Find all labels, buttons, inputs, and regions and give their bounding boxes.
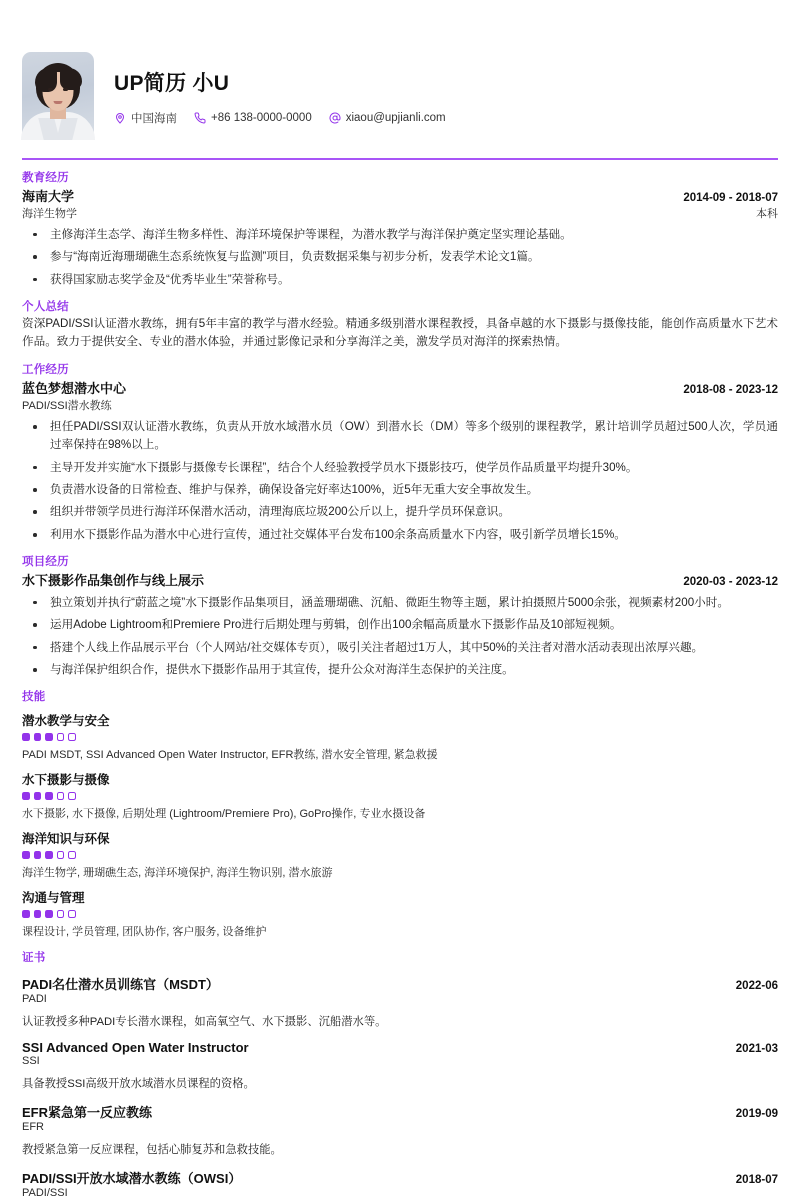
skill-dot-filled (34, 733, 42, 741)
skill-dot-filled (22, 792, 30, 800)
skill-item (22, 888, 778, 940)
certificate-issuer: SSI (22, 1055, 40, 1068)
certificate-date: 2019-09 (735, 1108, 778, 1121)
contact-email (329, 112, 446, 124)
work-role: PADI/SSI潜水教练 (22, 400, 112, 413)
certificate-item (22, 974, 778, 1031)
list-item: 组织并带领学员进行海洋环保潜水活动，清理海底垃圾200公斤以上，提升学员环保意识。 (22, 503, 778, 521)
contact-list (114, 110, 463, 126)
skill-name: 沟通与管理 (22, 891, 85, 906)
list-item: 担任PADI/SSI双认证潜水教练，负责从开放水域潜水员（OW）到潜水长（DM）等多个级别的课程教学，累计培训学员超过500人次，学员通过率保持在98%以上。 (22, 418, 778, 454)
education-bullets (22, 226, 778, 289)
skill-description: 水下摄影, 水下摄像, 后期处理 (Lightroom/Premiere Pro), GoPro操作, 专业水摄设备 (22, 807, 426, 820)
certificate-description: 认证教授多种PADI专长潜水课程，如高氧空气、水下摄影、沉船潜水等。 (22, 1016, 387, 1029)
certificate-description: 教授紧急第一反应课程，包括心肺复苏和急救技能。 (22, 1144, 282, 1157)
skill-dot-empty (68, 910, 76, 918)
section-title-education: 教育经历 (22, 171, 69, 184)
contact-email-text: xiaou@upjianli.com (345, 111, 446, 124)
candidate-name: UP简历 小U (114, 71, 230, 95)
certificate-date: 2018-07 (735, 1174, 778, 1187)
skill-dot-filled (34, 792, 42, 800)
education-degree: 本科 (756, 207, 778, 220)
skill-level-dots (22, 851, 778, 859)
skill-dot-filled (45, 910, 53, 918)
certificate-title: PADI名仕潜水员训练官（MSDT） (22, 977, 219, 993)
skill-dot-filled (34, 851, 42, 859)
section-title-summary: 个人总结 (22, 300, 69, 313)
certificate-issuer: PADI/SSI (22, 1187, 68, 1199)
section-skills (22, 688, 778, 940)
resume-header (22, 0, 778, 152)
skill-dot-empty (57, 910, 65, 918)
phone-icon (194, 112, 206, 124)
profile-photo (22, 52, 94, 140)
skill-dot-empty (57, 733, 65, 741)
skill-dot-empty (68, 792, 76, 800)
contact-phone-text: +86 138-0000-0000 (211, 111, 312, 124)
skill-dot-empty (68, 733, 76, 741)
skill-description: 海洋生物学, 珊瑚礁生态, 海洋环境保护, 海洋生物识别, 潜水旅游 (22, 866, 333, 879)
skill-dot-filled (22, 910, 30, 918)
list-item: 运用Adobe Lightroom和Premiere Pro进行后期处理与剪辑，创作出100余幅高质量水下摄影作品及10部短视频。 (22, 616, 778, 634)
skill-dot-filled (45, 851, 53, 859)
contact-location-text: 中国海南 (131, 112, 177, 125)
section-work (22, 361, 778, 544)
section-project (22, 553, 778, 679)
list-item: 独立策划并执行“蔚蓝之境”水下摄影作品集项目，涵盖珊瑚礁、沉船、微距生物等主题，累计拍摄照片5000余张，视频素材200小时。 (22, 594, 778, 612)
project-entry (22, 570, 778, 679)
list-item: 主导开发并实施“水下摄影与摄像专长课程”，结合个人经验教授学员水下摄影技巧，使学员作品质量平均提升30%。 (22, 459, 778, 477)
skill-level-dots (22, 733, 778, 741)
header-text-block (94, 67, 463, 126)
contact-phone (194, 112, 312, 124)
skill-dot-empty (68, 851, 76, 859)
work-date: 2018-08 - 2023-12 (683, 384, 778, 397)
section-title-work: 工作经历 (22, 364, 69, 377)
skill-item (22, 770, 778, 822)
certificate-date: 2022-06 (735, 980, 778, 993)
certificate-item (22, 1102, 778, 1159)
skill-dot-filled (45, 733, 53, 741)
education-major: 海洋生物学 (22, 207, 77, 220)
skill-dot-filled (34, 910, 42, 918)
work-company: 蓝色梦想潜水中心 (22, 381, 127, 397)
project-title: 水下摄影作品集创作与线上展示 (22, 572, 205, 588)
education-school: 海南大学 (22, 188, 75, 204)
certificate-description: 具备教授SSI高级开放水域潜水员课程的资格。 (22, 1078, 255, 1091)
certificate-item (22, 1168, 778, 1199)
skill-dot-empty (57, 792, 65, 800)
project-bullets (22, 594, 778, 679)
skill-item (22, 829, 778, 881)
list-item: 负责潜水设备的日常检查、维护与保养，确保设备完好率达100%，近5年无重大安全事故发生。 (22, 481, 778, 499)
skill-dot-empty (57, 851, 65, 859)
list-item: 主修海洋生态学、海洋生物多样性、海洋环境保护等课程，为潜水教学与海洋保护奠定坚实理论基础。 (22, 226, 778, 244)
work-bullets (22, 418, 778, 544)
contact-location (114, 110, 177, 126)
certificate-title: SSI Advanced Open Water Instructor (22, 1040, 249, 1056)
skill-name: 海洋知识与环保 (22, 832, 110, 847)
location-pin-icon (114, 112, 126, 124)
skill-item (22, 711, 778, 763)
section-education (22, 169, 778, 289)
list-item: 获得国家励志奖学金及“优秀毕业生”荣誉称号。 (22, 271, 778, 289)
email-at-icon (329, 112, 341, 124)
certificate-title: EFR紧急第一反应教练 (22, 1105, 153, 1121)
skill-name: 水下摄影与摄像 (22, 773, 110, 788)
list-item: 搭建个人线上作品展示平台（个人网站/社交媒体专页），吸引关注者超过1万人，其中50%的关注者对潜水活动表现出浓厚兴趣。 (22, 639, 778, 657)
header-divider (22, 158, 778, 160)
skill-level-dots (22, 792, 778, 800)
work-entry (22, 378, 778, 544)
certificate-issuer: PADI (22, 993, 47, 1006)
skill-dot-filled (22, 851, 30, 859)
list-item: 参与“海南近海珊瑚礁生态系统恢复与监测”项目，负责数据采集与初步分析，发表学术论文1篇。 (22, 248, 778, 266)
certificate-date: 2021-03 (735, 1043, 778, 1056)
list-item: 利用水下摄影作品为潜水中心进行宣传，通过社交媒体平台发布100余条高质量水下内容，吸引新学员增长15%。 (22, 526, 778, 544)
section-certificates (22, 949, 778, 1199)
certificate-item (22, 1040, 778, 1093)
certificate-issuer: EFR (22, 1121, 44, 1134)
skill-description: PADI MSDT, SSI Advanced Open Water Instructor, EFR教练, 潜水安全管理, 紧急救援 (22, 748, 438, 761)
certificate-title: PADI/SSI开放水域潜水教练（OWSI） (22, 1171, 242, 1187)
list-item: 与海洋保护组织合作，提供水下摄影作品用于其宣传，提升公众对海洋生态保护的关注度。 (22, 661, 778, 679)
skill-level-dots (22, 910, 778, 918)
skill-name: 潜水教学与安全 (22, 714, 110, 729)
skill-description: 课程设计, 学员管理, 团队协作, 客户服务, 设备维护 (22, 925, 267, 938)
section-title-skills: 技能 (22, 691, 46, 704)
section-summary (22, 298, 778, 353)
education-entry (22, 186, 778, 289)
section-title-project: 项目经历 (22, 555, 69, 568)
project-date: 2020-03 - 2023-12 (683, 575, 778, 588)
skill-dot-filled (45, 792, 53, 800)
education-date: 2014-09 - 2018-07 (683, 191, 778, 204)
skill-dot-filled (22, 733, 30, 741)
summary-text: 资深PADI/SSI认证潜水教练，拥有5年丰富的教学与潜水经验。精通多级别潜水课程教授，具备卓越的水下摄影与摄像技能，能创作高质量水下艺术作品。致力于提供安全、专业的潜水体验，并通过影像记录和分享海洋之美，激发学员对海洋的探索热情。 (22, 316, 778, 349)
section-title-certificates: 证书 (22, 952, 46, 965)
